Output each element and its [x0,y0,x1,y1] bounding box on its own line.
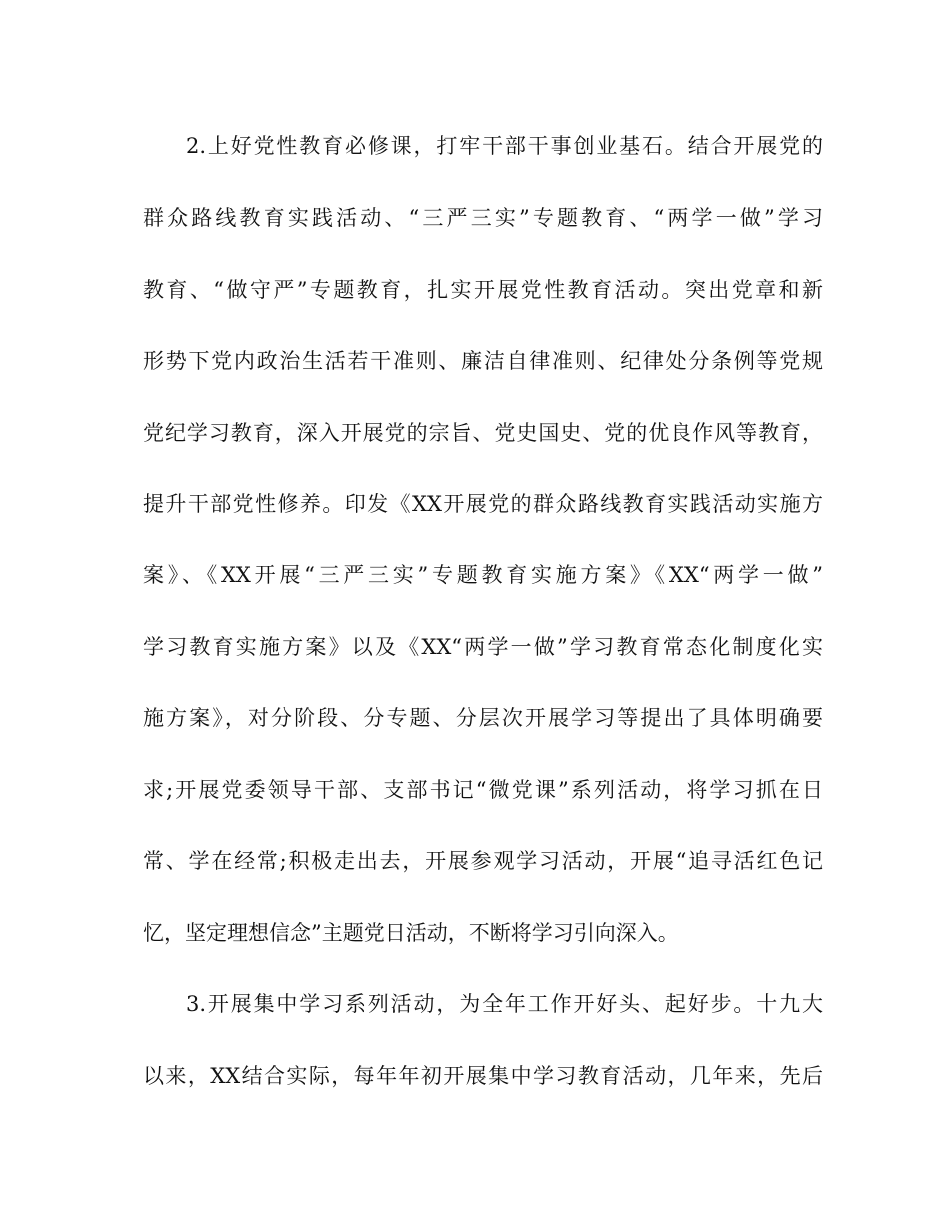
paragraph-3-line-2: 以来，XX结合实际，每年年初开展集中学习教育活动，几年来，先后 [143,1064,823,1088]
paragraph-3-line-1: 3.开展集中学习系列活动，为全年工作开好头、起好步。十九大 [186,992,823,1016]
paragraph-2-line-3: 教育、“做守严”专题教育，扎实开展党性教育活动。突出党章和新 [143,278,823,302]
paragraph-2-line-10: 求;开展党委领导干部、支部书记“微党课”系列活动，将学习抓在日 [143,778,823,802]
paragraph-2-line-2: 群众路线教育实践活动、“三严三实”专题教育、“两学一做”学习 [143,206,823,230]
paragraph-2-line-11: 常、学在经常;积极走出去，开展参观学习活动，开展“追寻活红色记 [143,849,823,873]
paragraph-2-line-8: 学习教育实施方案》以及《XX“两学一做”学习教育常态化制度化实 [143,635,823,659]
paragraph-2-line-7: 案》、《XX开展“三严三实”专题教育实施方案》《XX“两学一做” [143,563,823,587]
paragraph-2-line-12: 忆，坚定理想信念”主题党日活动，不断将学习引向深入。 [143,921,679,945]
paragraph-2-line-1: 2.上好党性教育必修课，打牢干部干事创业基石。结合开展党的 [186,134,823,158]
paragraph-2-line-9: 施方案》，对分阶段、分专题、分层次开展学习等提出了具体明确要 [143,706,823,730]
paragraph-2-line-6: 提升干部党性修养。印发《XX开展党的群众路线教育实践活动实施方 [143,492,823,516]
paragraph-2-line-5: 党纪学习教育，深入开展党的宗旨、党史国史、党的优良作风等教育， [143,421,823,445]
paragraph-2-line-4: 形势下党内政治生活若干准则、廉洁自律准则、纪律处分条例等党规 [143,349,823,373]
